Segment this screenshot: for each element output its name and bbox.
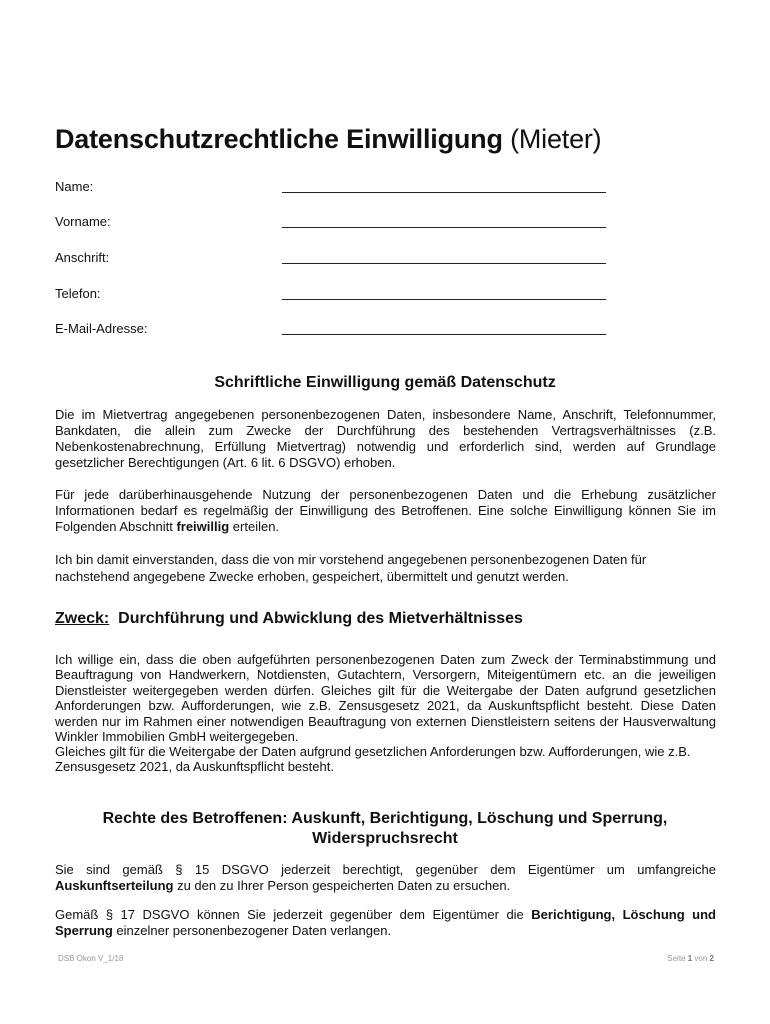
paragraph-purpose-legal: Gleiches gilt für die Weitergabe der Daten aufgrund gesetzlichen Anforderungen bzw. Aufforderungen, wie z.B. Zensusgesetz 2021, da Auskunftspflicht besteht. — [55, 744, 691, 775]
paragraph-right-to-information — [55, 862, 716, 894]
bold-text: Berichtigung, Löschung und — [531, 907, 716, 922]
section-heading-purpose — [55, 610, 523, 628]
document-title — [55, 124, 601, 155]
text: zu den zu Ihrer Person gespeicherten Daten zu ersuchen. — [177, 878, 511, 893]
name-field[interactable] — [282, 192, 606, 193]
field-label: Name: — [55, 179, 94, 194]
paragraph-data-collection: Die im Mietvertrag angegebenen personenbezogenen Daten, insbesondere Name, Anschrift, Telefonnummer, Bankdaten, die allein zum Zwecke der Durchführung des bestehenden Vertragsverhältnisses (z.B. Nebenkostenabrechnung, Erfüllung Mietvertrag) notwendig und erforderlich sind, werden auf Grundlage gesetzlicher Berechtigungen (Art. 6 lit. 6 DSGVO) erhoben. — [55, 407, 716, 470]
paragraph-right-to-correction — [55, 907, 716, 939]
text: erteilen. — [232, 519, 280, 534]
field-label: Vorname: — [55, 214, 111, 229]
text: Für jede darüberhinausgehende Nutzung der personenbezogenen Daten und die Erhebung zusätzlicher Informationen bedarf es regelmäßig der Einwilligung des Betroffenen. Eine solche Einwilligung können Sie im Folgenden Abschnitt — [55, 487, 716, 534]
field-label: E-Mail-Adresse: — [55, 321, 148, 336]
anschrift-field[interactable] — [282, 263, 606, 264]
form-row-name — [55, 179, 615, 197]
text: von — [694, 954, 708, 963]
section-heading-consent: Schriftliche Einwilligung gemäß Datenschutz — [214, 374, 556, 391]
form-row-vorname — [55, 214, 615, 232]
field-label: Telefon: — [55, 286, 101, 301]
paragraph-agreement: Ich bin damit einverstanden, dass die von mir vorstehend angegebenen personenbezogenen Daten für nachstehend angegebene Zwecke erhoben, gespeichert, übermittelt und genutzt werden. — [55, 552, 647, 584]
text: Seite — [667, 954, 686, 963]
heading-line: Widerspruchsrecht — [312, 830, 458, 847]
bold-text: freiwillig — [176, 519, 230, 534]
vorname-field[interactable] — [282, 227, 606, 228]
paragraph-additional-use — [55, 487, 716, 535]
paragraph-purpose: Ich willige ein, dass die oben aufgeführten personenbezogenen Daten zum Zweck der Terminabstimmung und Beauftragung von Handwerkern, Notdiensten, Gutachtern, Versorgern, Miteigentümern etc. an die jeweiligen Dienstleister weitergegeben werden dürfen. Gleiches gilt für die Weitergabe der Daten aufgrund gesetzlichen Anforderungen bzw. Aufforderungen, wie z.B. Zensusgesetz 2021, da Auskunftspflicht besteht. Diese Daten werden nur im Rahmen einer notwendigen Beauftragung von externen Dienstleistern seitens der Hausverwaltung Winkler Immobilien GmbH weitergegeben. — [55, 652, 716, 745]
form-row-telefon — [55, 286, 615, 304]
text: einzelner personenbezogener Daten verlangen. — [116, 923, 392, 938]
telefon-field[interactable] — [282, 299, 606, 300]
title-main: Datenschutzrechtliche Einwilligung — [55, 124, 503, 154]
text: Sie sind gemäß § 15 DSGVO jederzeit berechtigt, gegenüber dem Eigentümer um umfangreiche — [55, 862, 716, 877]
footer-page-number — [667, 954, 714, 963]
form-row-email — [55, 321, 615, 339]
bold-text: Auskunftserteilung — [55, 878, 174, 893]
email-field[interactable] — [282, 334, 606, 335]
bold-text: Sperrung — [55, 923, 113, 938]
purpose-label: Zweck: — [55, 610, 110, 627]
field-label: Anschrift: — [55, 250, 110, 265]
form-row-anschrift — [55, 250, 615, 268]
current-page: 1 — [687, 954, 693, 963]
section-heading-rights — [0, 809, 770, 849]
title-suffix: (Mieter) — [510, 124, 602, 154]
footer-version: DSB Okon V_1/18 — [58, 954, 124, 963]
heading-line: Rechte des Betroffenen: Auskunft, Berichtigung, Löschung und Sperrung, — [102, 810, 668, 827]
total-pages: 2 — [709, 954, 714, 963]
text: Gemäß § 17 DSGVO können Sie jederzeit gegenüber dem Eigentümer die — [55, 907, 524, 922]
purpose-text: Durchführung und Abwicklung des Mietverhältnisses — [118, 610, 523, 627]
